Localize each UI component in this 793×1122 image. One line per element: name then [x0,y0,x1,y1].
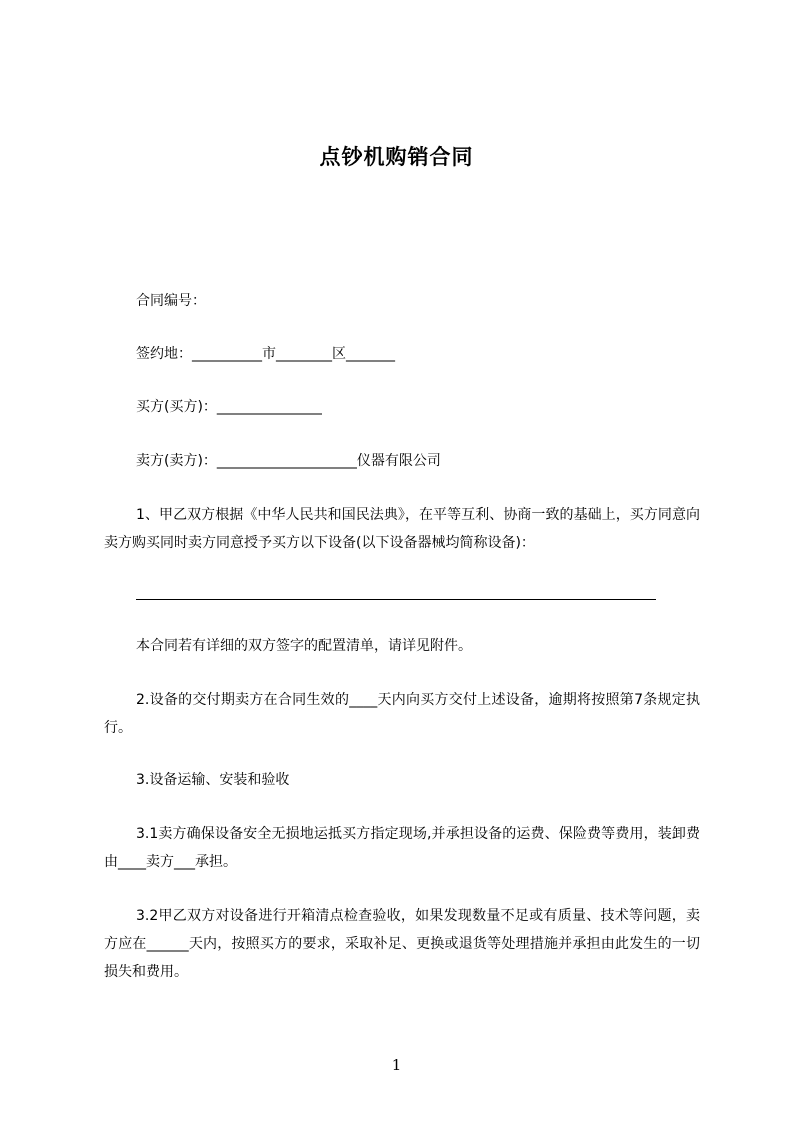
equipment-blank-line [136,599,656,600]
contract-number-field: 合同编号： [136,293,206,309]
configuration-note: 本合同若有详细的双方签字的配置清单，请详见附件。 [136,638,472,654]
buyer-field: 买方(买方)：_______________ [136,399,322,415]
seller-field: 卖方(卖方)：____________________仪器有限公司 [136,453,441,469]
signing-place-field: 签约地：__________市________区_______ [136,346,395,362]
clause-3-2: 3.2甲乙双方对设备进行开箱清点检查验收，如果发现数量不足或有质量、技术等问题，卖方应在______天内，按照买方的要求，采取补足、更换或退货等处理措施并承担由此发生的一切损失和费用。 [104,908,700,980]
page-number: 1 [391,1056,402,1074]
clause-3-1: 3.1卖方确保设备安全无损地运抵买方指定现场,并承担设备的运费、保险费等费用，装卸费由____卖方___承担。 [104,826,700,870]
clause-3-heading: 3.设备运输、安装和验收 [136,772,290,788]
document-title: 点钞机购销合同 [319,145,474,169]
clause-2: 2.设备的交付期卖方在合同生效的____天内向买方交付上述设备，逾期将按照第7条规定执行。 [104,692,700,736]
clause-1: 1、甲乙双方根据《中华人民共和国民法典》，在平等互利、协商一致的基础上，买方同意向卖方购买同时卖方同意授予买方以下设备(以下设备器械均简称设备)： [104,507,700,551]
